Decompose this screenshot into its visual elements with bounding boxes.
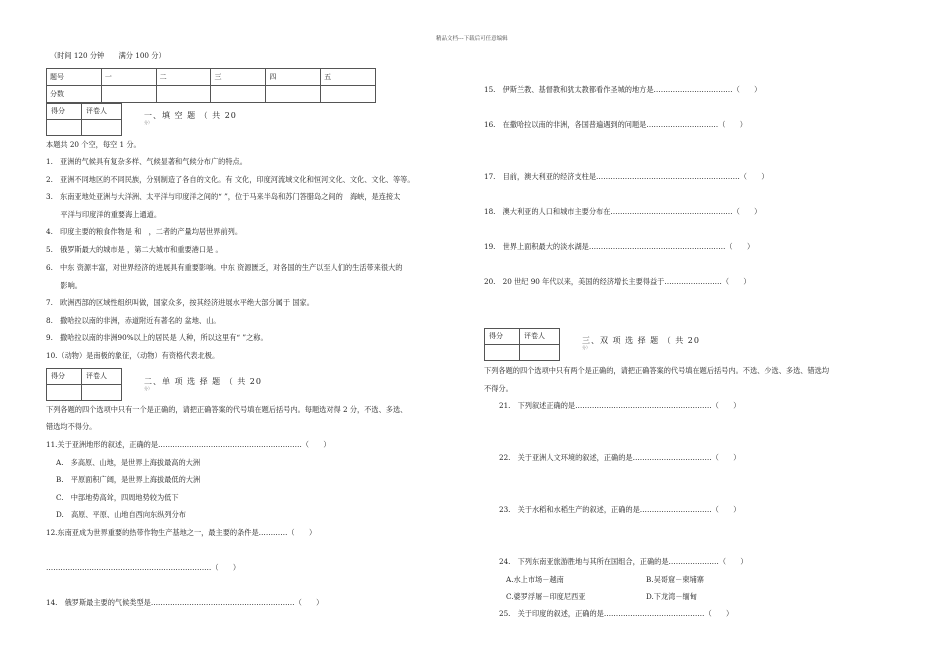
question-item: 5. 俄罗斯最大的城市是 ，第二大城市和重要港口是 。 <box>46 245 223 254</box>
question-item: 22. 关于亚洲人文环境的叙述，正确的是……………………………（ ） <box>499 453 741 462</box>
option-item: D.下龙湾－缅甸 <box>646 592 697 601</box>
question-item: 1. 亚洲的气候具有复杂多样、气候显著和气候分布广的特点。 <box>46 157 247 166</box>
option-item: A.水上市场－越南 <box>506 575 564 584</box>
question-item: 3. 东南亚地处亚洲与大洋洲、太平洋与印度洋之间的“ ”，位于马来半岛和苏门答腊岛之间的 海峡，是连接太 <box>46 192 401 201</box>
score-input-cell[interactable] <box>485 345 520 361</box>
option-item: C.婆罗浮屠－印度尼西亚 <box>506 592 586 601</box>
question-item: 12.东南亚成为世界重要的热带作物生产基地之一，最主要的条件是…………（ ） <box>46 528 317 537</box>
question-item: 25. 关于印度的叙述，正确的是……………………………………（ ） <box>499 609 734 618</box>
question-item: 8. 撒哈拉以南的非洲，赤道附近有著名的 盆地、山。 <box>46 316 221 325</box>
score-input-cell[interactable] <box>156 86 211 103</box>
score-box-1 <box>46 103 122 136</box>
score-input-cell[interactable] <box>101 86 156 103</box>
exam-info: （时间 120 分钟 满分 100 分） <box>50 51 166 60</box>
option-item: D. 高原、平原、山地自西向东纵列分布 <box>56 510 186 519</box>
score-table-cell: 题号 <box>47 69 102 86</box>
section3-title: 三、双 项 选 择 题 （ 共 20 <box>582 336 700 345</box>
question-item: 11.关于亚洲地形的叙述，正确的是……………………………………………………（ ） <box>46 440 331 449</box>
question-item: ……………………………………………………………（ ） <box>46 563 241 572</box>
question-item: 23. 关于水稻和水稻生产的叙述，正确的是…………………………（ ） <box>499 505 741 514</box>
section2-intro: 错选均不得分。 <box>46 422 97 431</box>
question-item: 20. 20 世纪 90 年代以来，美国的经济增长主要得益于……………………（ ） <box>484 277 751 286</box>
question-item: 7. 欧洲西部的区域性组织叫做，国家众多，按其经济进展水平绝大部分属于 国家。 <box>46 298 314 307</box>
option-item: C. 中部地势高耸，四周地势较为低下 <box>56 493 179 502</box>
question-item: 影响。 <box>46 281 82 290</box>
question-item: 19. 世界上面积最大的淡水湖是…………………………………………………（ ） <box>484 242 755 251</box>
question-item: 10.（动物）是南极的象征，（动物）有资格代表北极。 <box>46 351 220 360</box>
score-table-cell: 二 <box>156 69 211 86</box>
score-input-cell[interactable] <box>321 86 376 103</box>
question-item: 15. 伊斯兰教、基督教和犹太教都看作圣城的地方是……………………………（ ） <box>484 85 762 94</box>
score-table-cell: 四 <box>266 69 321 86</box>
option-item: B. 平原面积广阔，是世界上海拔最低的大洲 <box>56 475 201 484</box>
option-item: B.吴哥窟－柬埔寨 <box>646 575 704 584</box>
score-table <box>46 68 376 103</box>
grader-label: 评卷人 <box>82 369 122 385</box>
score-label: 得分 <box>485 329 520 345</box>
question-item: 16. 在撒哈拉以南的非洲，各国普遍遇到的问题是…………………………（ ） <box>484 120 747 129</box>
score-label: 得分 <box>47 104 82 120</box>
page-watermark: 精品文档---下载后可任意编辑 <box>436 36 508 42</box>
question-item: 2. 亚洲不同地区的不同民族，分别制造了各自的文化。有 文化，印度河流域文化和恒河文化、文化、文化、等等。 <box>46 175 415 184</box>
grader-input-cell[interactable] <box>520 345 560 361</box>
score-input-cell[interactable] <box>47 385 82 401</box>
grader-label: 评卷人 <box>520 329 560 345</box>
score-box-2 <box>46 368 122 401</box>
section2-intro: 下列各题的四个选项中只有一个是正确的，请把正确答案的代号填在题后括号内。每题选对得 2 分，不选、多选、 <box>46 405 408 414</box>
section3-intro: 不得分。 <box>484 384 513 393</box>
section1-intro: 本题共 20 个空，每空 1 分。 <box>46 140 141 149</box>
question-item: 21. 下列叙述正确的是…………………………………………………（ ） <box>499 401 741 410</box>
score-input-cell[interactable] <box>266 86 321 103</box>
score-table-cell: 三 <box>211 69 266 86</box>
score-input-cell[interactable] <box>211 86 266 103</box>
section3-trailer: 分） <box>582 345 590 350</box>
score-input-cell[interactable] <box>47 120 82 136</box>
score-box-3 <box>484 328 560 361</box>
grader-input-cell[interactable] <box>82 120 122 136</box>
question-item: 17. 目前，澳大利亚的经济支柱是……………………………………………………（ ） <box>484 172 769 181</box>
question-item: 18. 澳大利亚的人口和城市主要分布在……………………………………………（ ） <box>484 207 762 216</box>
option-item: A. 多高原、山地，是世界上海拔最高的大洲 <box>56 458 201 467</box>
question-item: 14. 俄罗斯最主要的气候类型是……………………………………………………（ ） <box>46 598 324 607</box>
score-label: 得分 <box>47 369 82 385</box>
score-table-cell: 五 <box>321 69 376 86</box>
grader-label: 评卷人 <box>82 104 122 120</box>
score-table-score-row <box>47 86 376 103</box>
question-item: 9. 撒哈拉以南的非洲90%以上的居民是 人种，所以这里有“ ”之称。 <box>46 333 268 342</box>
score-table-cell: 分数 <box>47 86 102 103</box>
section1-trailer: 分） <box>144 120 152 125</box>
question-item: 24. 下列东南亚旅游胜地与其所在国组合，正确的是…………………（ ） <box>499 557 748 566</box>
question-item: 6. 中东 资源丰富，对世界经济的进展具有重要影响。中东 资源匮乏，对各国的生产以至人们的生活带来很大的 <box>46 263 403 272</box>
section3-intro: 下列各题的四个选项中只有两个是正确的，请把正确答案的代号填在题后括号内。不选、少选、多选、错选均 <box>484 366 830 375</box>
score-table-cell: 一 <box>101 69 156 86</box>
section2-title: 二、单 项 选 择 题 （ 共 20 <box>144 377 262 386</box>
question-item: 平洋与印度洋的重要海上通道。 <box>46 210 162 219</box>
question-item: 4. 印度主要的粮食作物是 和 ，二者的产量均居世界前列。 <box>46 227 243 236</box>
section1-title: 一、填 空 题 （ 共 20 <box>144 111 237 120</box>
section2-trailer: 分） <box>144 386 152 391</box>
grader-input-cell[interactable] <box>82 385 122 401</box>
score-table-header-row <box>47 69 376 86</box>
